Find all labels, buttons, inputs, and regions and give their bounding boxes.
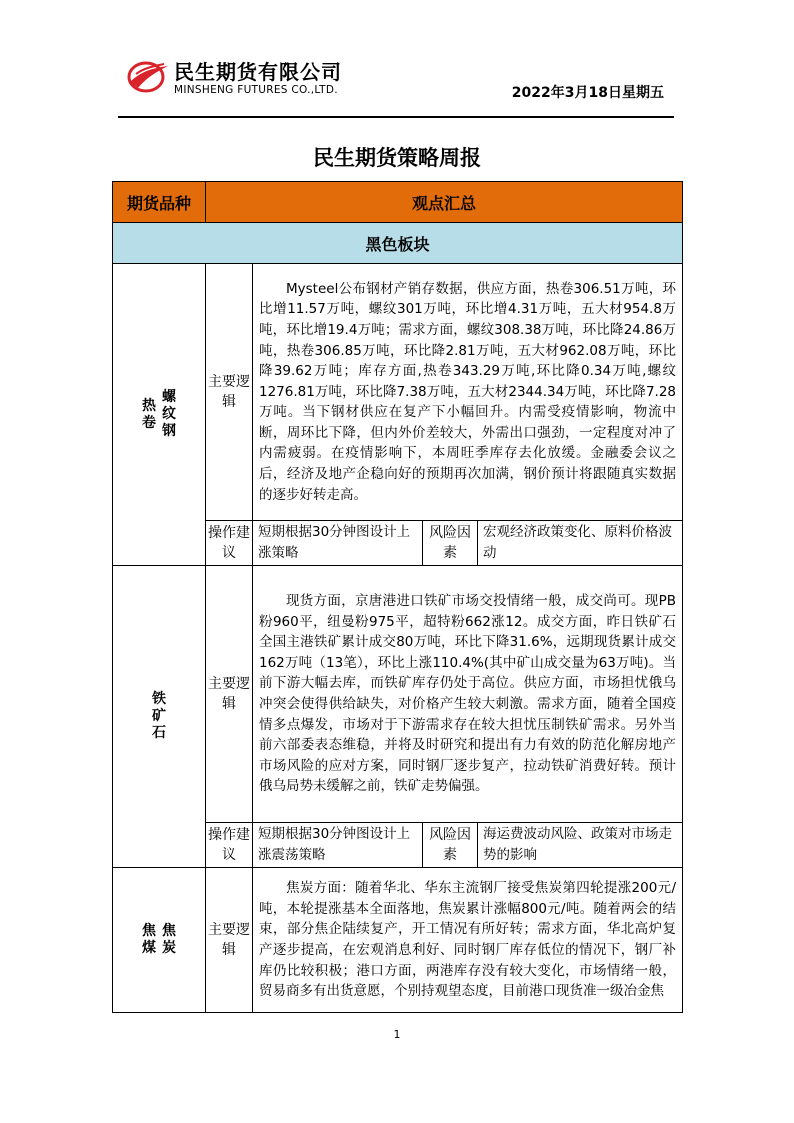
table-row bbox=[113, 868, 683, 1013]
company-name-cn: 民生期货有限公司 bbox=[174, 60, 342, 84]
risk-label: 风险因素 bbox=[423, 521, 478, 566]
product-name bbox=[113, 264, 206, 566]
table-row bbox=[113, 566, 683, 823]
logic-text: Mysteel公布钢材产销存数据，供应方面，热卷306.51万吨，环比增11.57万吨，螺纹301万吨，环比增4.31万吨，五大材954.8万吨，环比增19.4万吨；需求方面，螺纹308.38万吨，环比降24.86万吨，热卷306.85万吨，环比降2.81万吨，五大材962.08万吨，环比降39.62万吨；库存方面,热卷343.29万吨,环比降0.34万吨,螺纹1276.81万吨，环比降7.38万吨，五大材2344.34万吨，环比降7.28万吨。当下钢材供应在复产下小幅回升。内需受疫情影响，物流中断，周环比下降，但内外价差较大，外需出口强劲，一定程度对冲了内需疲弱。在疫情影响下，本周旺季库存去化放缓。金融委会议之后，经济及地产企稳向好的预期再次加满，钢价预计将跟随真实数据的逐步好转走高。 bbox=[253, 264, 683, 521]
table-row bbox=[113, 264, 683, 521]
risk-text: 海运费波动风险、政策对市场走势的影响 bbox=[478, 823, 683, 868]
sector-label: 黑色板块 bbox=[113, 223, 683, 264]
operation-text: 短期根据30分钟图设计上涨震荡策略 bbox=[253, 823, 423, 868]
product-name-col1: 焦煤 bbox=[142, 923, 156, 956]
operation-text: 短期根据30分钟图设计上涨策略 bbox=[253, 521, 423, 566]
page-number: 1 bbox=[393, 1028, 401, 1041]
operation-label: 操作建议 bbox=[206, 521, 253, 566]
logic-label: 主要逻辑 bbox=[206, 264, 253, 521]
risk-label: 风险因素 bbox=[423, 823, 478, 868]
column-header-product: 期货品种 bbox=[113, 182, 206, 223]
logic-label: 主要逻辑 bbox=[206, 868, 253, 1013]
company-name-en: MINSHENG FUTURES CO.,LTD. bbox=[174, 84, 338, 96]
product-name bbox=[113, 868, 206, 1013]
logic-text: 焦炭方面：随着华北、华东主流钢厂接受焦炭第四轮提涨200元/吨，本轮提涨基本全面落地，焦炭累计涨幅800元/吨。随着两会的结束，部分焦企陆续复产，开工情况有所好转；需求方面，华北高炉复产逐步提高，在宏观消息利好、同时钢厂库存低位的情况下，钢厂补库仍比较积极；港口方面，两港库存没有较大变化，市场情绪一般，贸易商多有出货意愿，个别持观望态度，目前港口现货准一级冶金焦 bbox=[253, 868, 683, 1013]
logic-label: 主要逻辑 bbox=[206, 566, 253, 823]
logic-text: 现货方面，京唐港进口铁矿市场交投情绪一般，成交尚可。现PB粉960平，纽曼粉975平，超特粉662涨12。成交方面，昨日铁矿石全国主港铁矿累计成交80万吨，环比下降31.6%，远期现货累计成交162万吨（13笔），环比上涨110.4%(其中矿山成交量为63万吨)。当前下游大幅去库，而铁矿库存仍处于高位。供应方面，市场担忧俄乌冲突会使得供给缺失，对价格产生较大刺激。需求方面，随着全国疫情多点爆发，市场对于下游需求存在较大担忧压制铁矿需求。另外当前六部委表态维稳，并将及时研究和提出有力有效的防范化解房地产市场风险的应对方案，同时钢厂逐步复产，拉动铁矿消费好转。预计俄乌局势未缓解之前，铁矿走势偏强。 bbox=[253, 566, 683, 823]
product-name-col2: 螺纹钢 bbox=[162, 389, 176, 439]
product-name-col2: 焦炭 bbox=[162, 923, 176, 956]
minsheng-logo-icon bbox=[126, 58, 170, 94]
column-header-summary: 观点汇总 bbox=[206, 182, 683, 223]
report-date: 2022年3月18日星期五 bbox=[511, 85, 664, 101]
table-header-row bbox=[113, 182, 683, 223]
report-title: 民生期货策略周报 bbox=[313, 146, 481, 170]
product-name-col1: 铁矿石 bbox=[152, 691, 166, 741]
product-name-col1: 热卷 bbox=[142, 397, 156, 431]
sector-row bbox=[113, 223, 683, 264]
strategy-table bbox=[112, 181, 683, 1013]
product-name bbox=[113, 566, 206, 868]
header-divider bbox=[118, 116, 674, 118]
risk-text: 宏观经济政策变化、原料价格波动 bbox=[478, 521, 683, 566]
operation-label: 操作建议 bbox=[206, 823, 253, 868]
page-header bbox=[118, 52, 674, 118]
